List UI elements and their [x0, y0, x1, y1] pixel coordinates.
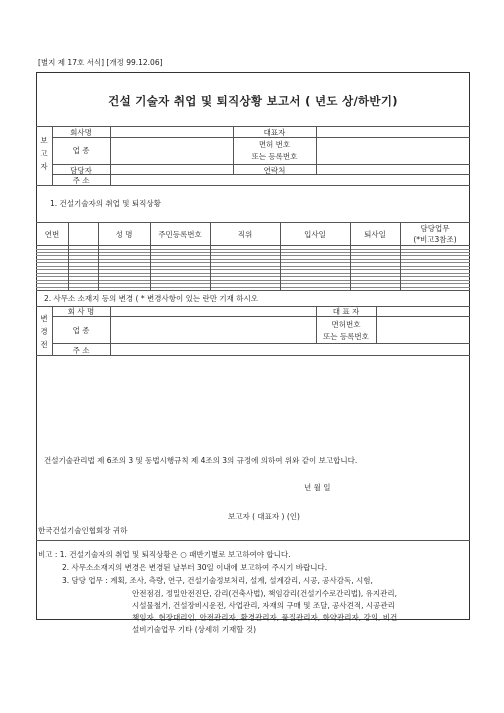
change-representative-label: 대 표 자 — [332, 307, 360, 316]
reporter-row-line — [52, 164, 470, 165]
change-label-divider — [110, 306, 111, 355]
change-row-line — [52, 343, 470, 344]
col-header-resident-number: 주민등록번호 — [158, 230, 202, 239]
note-3: 3. 담당 업무 : 계획, 조사, 측량, 연구, 건설기술정보처리, 설계, 설계감리, 시공, 공사감독, 시험, — [62, 576, 373, 585]
col-header-name: 성 명 — [115, 230, 133, 239]
reporter-label-divider — [110, 126, 111, 185]
table-row — [36, 259, 470, 260]
employment-table-bottom-line — [36, 290, 470, 291]
company-name-label: 회사명 — [70, 128, 92, 137]
change-business-type-label: 업 종 — [72, 326, 90, 335]
table-row — [36, 287, 470, 288]
table-row — [36, 273, 470, 274]
representative-label: 대표자 — [263, 128, 286, 137]
section2-title: 2. 사무소 소재지 등의 변경 ( * 변경사항이 있는 란만 기재 하시오 — [44, 294, 258, 303]
license-label-line2: 또는 등록번호 — [251, 152, 298, 161]
table-row — [36, 262, 470, 263]
license-label-line1: 면허 번호 — [258, 140, 291, 149]
note-3-cont-1: 안전점검, 정밀안전진단, 감리(건축사법), 책임감리(건설기수로간리법), 유지관리, — [132, 589, 397, 598]
date-line: 년 월 일 — [304, 483, 331, 492]
table-row — [36, 283, 470, 284]
col-header-leave-date: 퇴사일 — [364, 230, 386, 239]
person-in-charge-label: 담당자 — [70, 166, 92, 175]
reporter-row-line — [52, 137, 470, 138]
col-header-serial: 연번 — [44, 230, 60, 239]
table-row — [36, 255, 470, 256]
note-3-cont-3: 책임자, 현장대리인, 안전관리자, 환경관리자, 품질관리자, 화약관리자, 강의, 비건 — [132, 613, 398, 622]
col-header-duty-line1: 담당업무 — [420, 224, 450, 233]
signature-line: 보고자 ( 대표자 ) (인) — [228, 512, 300, 521]
employment-table-header-line — [36, 245, 470, 246]
change-license-line1: 면허번호 — [331, 320, 361, 329]
col-header-position: 직위 — [237, 230, 253, 239]
note-1: 비고 : 1. 건설기술자의 취업 및 퇴직상황은 ○ 패반기별로 보고하여야 합니다. — [38, 550, 291, 559]
change-company-label: 회 사 명 — [67, 307, 95, 316]
col-header-hire-date: 입사일 — [304, 230, 326, 239]
table-row — [36, 276, 470, 277]
col-header-duty-line2: (*비고3참조) — [413, 235, 457, 244]
note-3-cont-2: 시설물철거, 건설장비시운전, 사업관리, 자재의 구매 및 조달, 공사견적, 시공관리 — [132, 601, 395, 610]
form-number-header: [별지 제 17호 서식] [개정 99.12.06] — [38, 58, 163, 67]
change-address-label: 주 소 — [72, 346, 90, 355]
change-table-bottom-line — [36, 355, 470, 356]
note-3-cont-4: 설비기술업무 기타 (상세히 기재할 것) — [132, 625, 257, 634]
reporter-bottom-line — [36, 185, 470, 186]
table-row — [36, 249, 470, 250]
business-type-label: 업 종 — [72, 146, 90, 155]
contact-label: 연락처 — [263, 166, 286, 175]
report-title: 건설 기술자 취업 및 퇴직상황 보고서 ( 년도 상/하반기) — [108, 94, 398, 108]
reporter-top-line — [36, 126, 470, 127]
table-row — [36, 252, 470, 253]
change-side-label: 변 경 전 — [40, 314, 48, 349]
change-row-line — [52, 316, 470, 317]
legal-statement: 건설기술관리법 제 6조의 3 및 동법시행규칙 제 4조의 3의 규정에 의하여 위와 같이 보고합니다. — [44, 456, 358, 465]
table-row — [36, 266, 470, 267]
employment-table-top-line — [36, 222, 470, 223]
table-row — [36, 280, 470, 281]
change-license-line2: 또는 등록번호 — [323, 332, 369, 341]
change-mid-divider — [376, 306, 377, 343]
section1-title: 1. 건설기술자의 취업 및 퇴직상황 — [50, 199, 161, 208]
reporter-side-label: 보 고 자 — [40, 136, 48, 171]
note-2: 2. 사무소소재지의 변경은 변경된 날부터 30일 이내에 보고하여 주시기 바랍니다. — [62, 563, 328, 572]
addressee: 한국건설기술인협회장 귀하 — [38, 526, 128, 535]
address-label: 주 소 — [72, 176, 90, 185]
reporter-mid-divider — [316, 126, 317, 174]
table-column-divider — [68, 222, 69, 290]
table-row — [36, 269, 470, 270]
notes-divider — [36, 540, 470, 541]
